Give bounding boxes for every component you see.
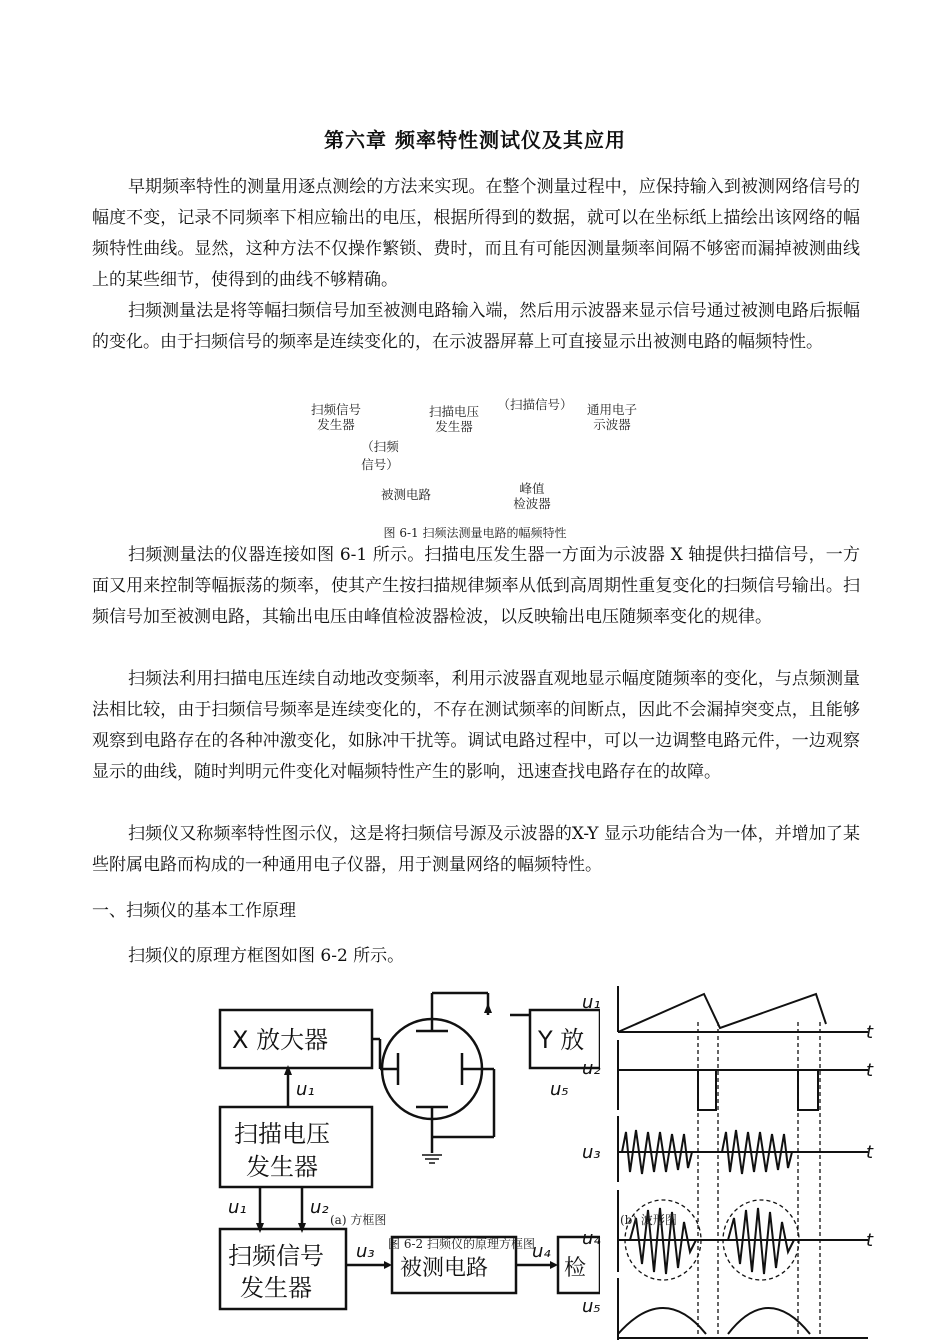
wave-label-u3: u₃: [582, 1142, 601, 1163]
fig1-scan-generator: 扫描电压 发生器: [428, 404, 479, 434]
paragraph-3: 扫频测量法的仪器连接如图 6-1 所示。扫描电压发生器一方面为示波器 X 轴提供扫描信号，一方面又用来控制等幅振荡的频率，使其产生按扫描规律频率从低到高周期性重复变化的扫频信号输出。扫频信号加至被测电路，其输出电压由峰值检波器检波，以反映输出电压随频率变化的规律。: [92, 545, 860, 627]
paragraph-2: 扫频测量法是将等幅扫频信号加至被测电路输入端，然后用示波器来显示信号通过被测电路后振幅的变化。由于扫频信号的频率是连续变化的，在示波器屏幕上可直接显示出被测电路的幅频特性。: [92, 301, 860, 352]
detector-label: 检: [564, 1256, 587, 1281]
wave-label-u1: u₁: [582, 992, 601, 1013]
label-u3: u₃: [356, 1241, 375, 1262]
paragraph-1: 早期频率特性的测量用逐点测绘的方法来实现。在整个测量过程中，应保持输入到被测网络信号的幅度不变，记录不同频率下相应输出的电压，根据所得到的数据，就可以在坐标纸上描绘出该网络的幅频特性曲线。显然，这种方法不仅操作繁锁、费时，而且有可能因测量频率间隔不够密而漏掉被测曲线上的某些细节，使得到的曲线不够精确。: [92, 177, 860, 290]
x-amplifier-label: X 放大器: [232, 1026, 329, 1054]
label-u4: u₄: [532, 1241, 551, 1262]
label-u5: u₅: [550, 1079, 569, 1100]
figure-6-2-block-diagram: [200, 985, 600, 1344]
fig2-caption: 图 6-2 扫频仪的原理方框图: [388, 1237, 535, 1251]
t-axis-label-2: t: [866, 1060, 874, 1081]
fig2-caption-b: (b) 波形图: [620, 1213, 677, 1227]
t-axis-label-3: t: [866, 1142, 874, 1163]
t-axis-label-4: t: [866, 1230, 874, 1251]
section-text: 扫频仪的原理方框图如图 6-2 所示。: [128, 946, 405, 966]
figure-6-2-waveforms: [578, 982, 880, 1344]
fig1-sweep-generator: 扫频信号 发生器: [310, 402, 361, 432]
label-u1: u₁: [296, 1079, 315, 1100]
fig1-scan-signal-label: （扫描信号）: [497, 397, 573, 412]
y-amplifier-label: Y 放: [538, 1026, 585, 1054]
dut-label: 被测电路: [400, 1256, 489, 1281]
scan-generator-line2: 发生器: [246, 1153, 318, 1181]
label-u1-lower: u₁: [228, 1197, 247, 1218]
wave-label-u5: u₅: [582, 1296, 601, 1317]
fig1-sweep-signal-label: （扫频 信号）: [361, 439, 399, 472]
sweep-generator-line1: 扫频信号: [228, 1242, 324, 1270]
t-axis-label-1: t: [866, 1022, 874, 1043]
page-title: 第六章 频率特性测试仪及其应用: [324, 128, 626, 152]
section-heading: 一、扫频仪的基本工作原理: [92, 901, 296, 921]
fig1-oscilloscope: 通用电子 示波器: [586, 402, 637, 432]
fig2-caption-a: (a) 方框图: [330, 1213, 387, 1227]
wave-label-u2: u₂: [582, 1058, 601, 1079]
sweep-generator-line2: 发生器: [240, 1274, 312, 1302]
paragraph-4: 扫频法利用扫描电压连续自动地改变频率，利用示波器直观地显示幅度随频率的变化，与点频测量法相比较，由于扫频信号频率是连续变化的，不存在测试频率的间断点，因此不会漏掉突变点，且能够观察到电路存在的各种冲激变化，如脉冲干扰等。调试电路过程中，可以一边调整电路元件，一边观察显示的曲线，随时判明元件变化对幅频特性产生的影响，迅速查找电路存在的故障。: [92, 669, 860, 782]
scan-generator-line1: 扫描电压: [234, 1120, 330, 1148]
fig1-peak-detector: 峰值 检波器: [513, 481, 551, 511]
fig1-dut: 被测电路: [380, 487, 431, 502]
fig1-caption: 图 6-1 扫频法测量电路的幅频特性: [383, 526, 567, 540]
paragraph-5: 扫频仪又称频率特性图示仪，这是将扫频信号源及示波器的X-Y 显示功能结合为一体，并增加了某些附属电路而构成的一种通用电子仪器，用于测量网络的幅频特性。: [92, 824, 860, 875]
label-u2: u₂: [310, 1197, 329, 1218]
wave-label-u4: u₄: [582, 1228, 601, 1249]
